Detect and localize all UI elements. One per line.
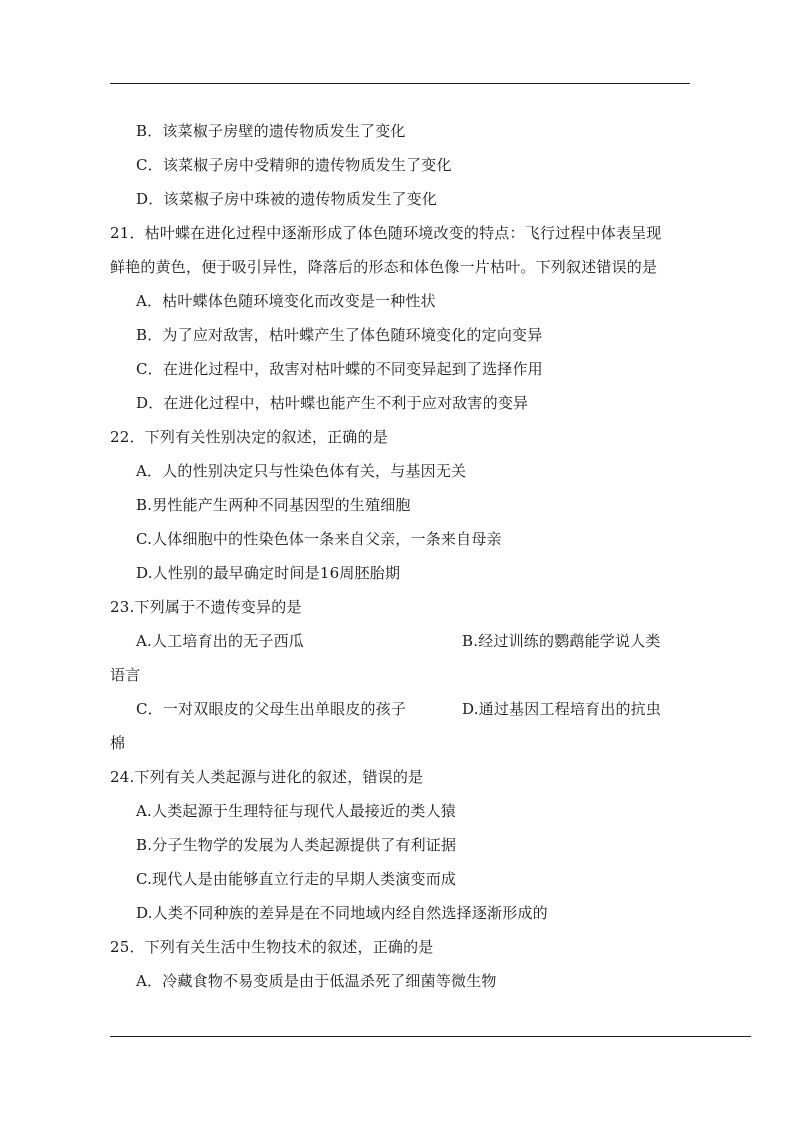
- q21-option-b: B．为了应对敌害，枯叶蝶产生了体色随环境变化的定向变异: [136, 326, 543, 344]
- q21-option-c: C．在进化过程中，敌害对枯叶蝶的不同变异起到了选择作用: [136, 360, 543, 378]
- header-rule: [110, 83, 690, 84]
- q22-option-a: A．人的性别决定只与性染色体有关，与基因无关: [136, 462, 467, 480]
- q25-option-a: A．冷藏食物不易变质是由于低温杀死了细菌等微生物: [136, 972, 497, 990]
- q24-option-a: A.人类起源于生理特征与现代人最接近的类人猿: [136, 802, 457, 820]
- q23-option-d-wrap: 棉: [110, 734, 126, 752]
- q21-stem-line1: 21．枯叶蝶在进化过程中逐渐形成了体色随环境改变的特点：飞行过程中体表呈现: [110, 224, 662, 242]
- q23-option-b-wrap: 语言: [110, 666, 141, 684]
- q21-option-d: D．在进化过程中，枯叶蝶也能产生不利于应对敌害的变异: [136, 394, 529, 412]
- q22-option-b: B.男性能产生两种不同基因型的生殖细胞: [136, 496, 411, 514]
- q23-option-a: A.人工培育出的无子西瓜: [136, 632, 305, 650]
- q22-option-c: C.人体细胞中的性染色体一条来自父亲，一条来自母亲: [136, 530, 502, 548]
- q24-stem: 24.下列有关人类起源与进化的叙述，错误的是: [110, 768, 424, 786]
- q23-stem: 23.下列属于不遗传变异的是: [110, 598, 302, 616]
- q23-option-c: C．一对双眼皮的父母生出单眼皮的孩子: [136, 700, 407, 718]
- q20-option-d: D．该菜椒子房中珠被的遗传物质发生了变化: [136, 190, 438, 208]
- q22-option-d: D.人性别的最早确定时间是16周胚胎期: [136, 564, 401, 582]
- q21-option-a: A．枯叶蝶体色随环境变化而改变是一种性状: [136, 292, 436, 310]
- footer-rule: [110, 1036, 751, 1037]
- q24-option-b: B.分子生物学的发展为人类起源提供了有利证据: [136, 836, 457, 854]
- q23-option-d: D.通过基因工程培育出的抗虫: [462, 700, 662, 718]
- q22-stem: 22．下列有关性别决定的叙述，正确的是: [110, 428, 388, 446]
- q25-stem: 25．下列有关生活中生物技术的叙述，正确的是: [110, 938, 434, 956]
- q20-option-b: B．该菜椒子房壁的遗传物质发生了变化: [136, 122, 406, 140]
- q24-option-c: C.现代人是由能够直立行走的早期人类演变而成: [136, 870, 457, 888]
- q21-stem-line2: 鲜艳的黄色，便于吸引异性，降落后的形态和体色像一片枯叶。下列叙述错误的是: [110, 258, 658, 276]
- q20-option-c: C．该菜椒子房中受精卵的遗传物质发生了变化: [136, 156, 452, 174]
- q24-option-d: D.人类不同种族的差异是在不同地域内经自然选择逐渐形成的: [136, 904, 548, 922]
- q23-option-b: B.经过训练的鹦鹉能学说人类: [462, 632, 661, 650]
